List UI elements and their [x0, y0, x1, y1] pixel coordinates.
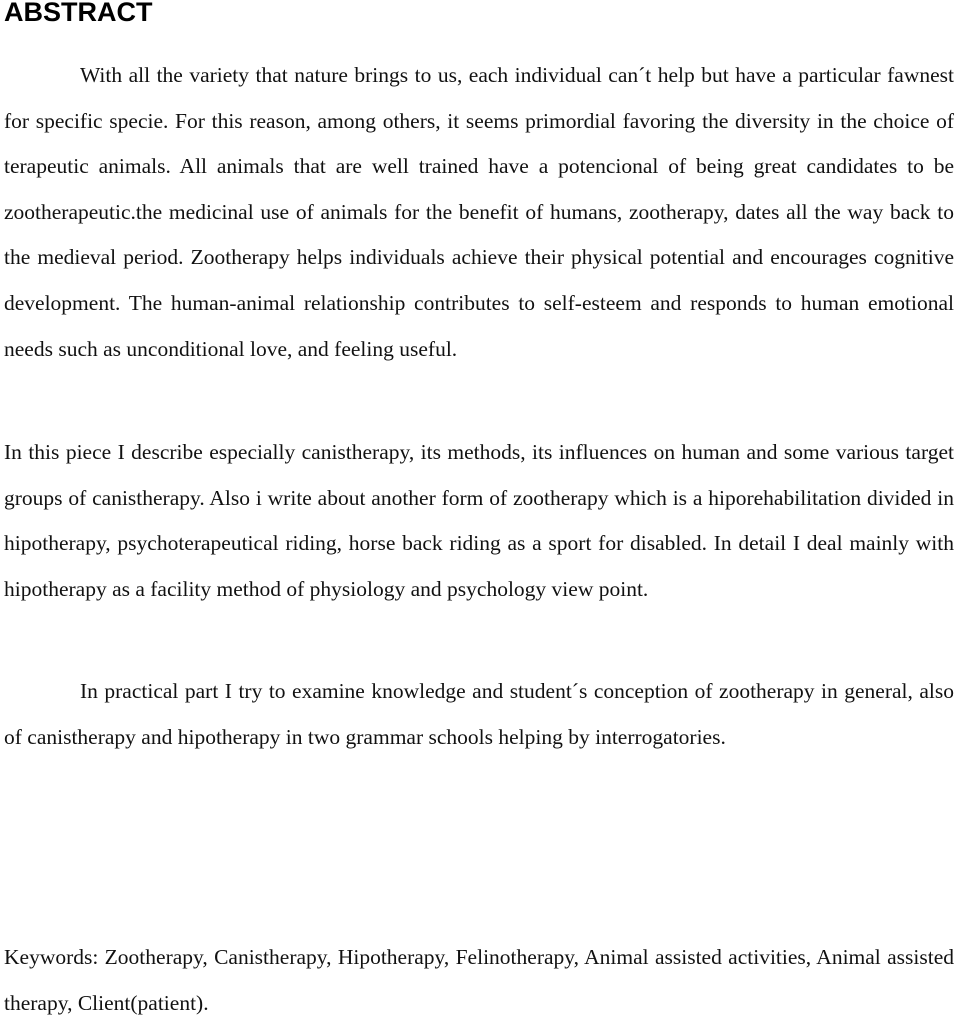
abstract-heading: ABSTRACT	[4, 0, 153, 27]
abstract-paragraph-canistherapy: In this piece I describe especially canistherapy, its methods, its influences on human and some various target groups of canistherapy. Also i write about another form of zootherapy which is a hiporehabilitation divided in hipotherapy, psychoterapeutical riding, horse back riding as a sport for disabled. In detail I deal mainly with hipotherapy as a facility method of physiology and psychology view point.	[4, 440, 954, 601]
abstract-paragraph-practical: In practical part I try to examine knowledge and student´s conception of zootherapy in general, also of canistherapy and hipotherapy in two grammar schools helping by interrogatories.	[4, 679, 954, 749]
abstract-paragraph-intro: With all the variety that nature brings to us, each individual can´t help but have a particular fawnest for specific specie. For this reason, among others, it seems primordial favoring the diversity in the choice of terapeutic animals. All animals that are well trained have a potencional of being great candidates to be zootherapeutic.the medicinal use of animals for the benefit of humans, zootherapy, dates all the way back to the medieval period. Zootherapy helps individuals achieve their physical potential and encourages cognitive development. The human-animal relationship contributes to self-esteem and responds to human emotional needs such as unconditional love, and feeling useful.	[4, 63, 954, 361]
keywords-paragraph: Keywords: Zootherapy, Canistherapy, Hipotherapy, Felinotherapy, Animal assisted activities, Animal assisted therapy, Client(patient).	[4, 945, 954, 1015]
